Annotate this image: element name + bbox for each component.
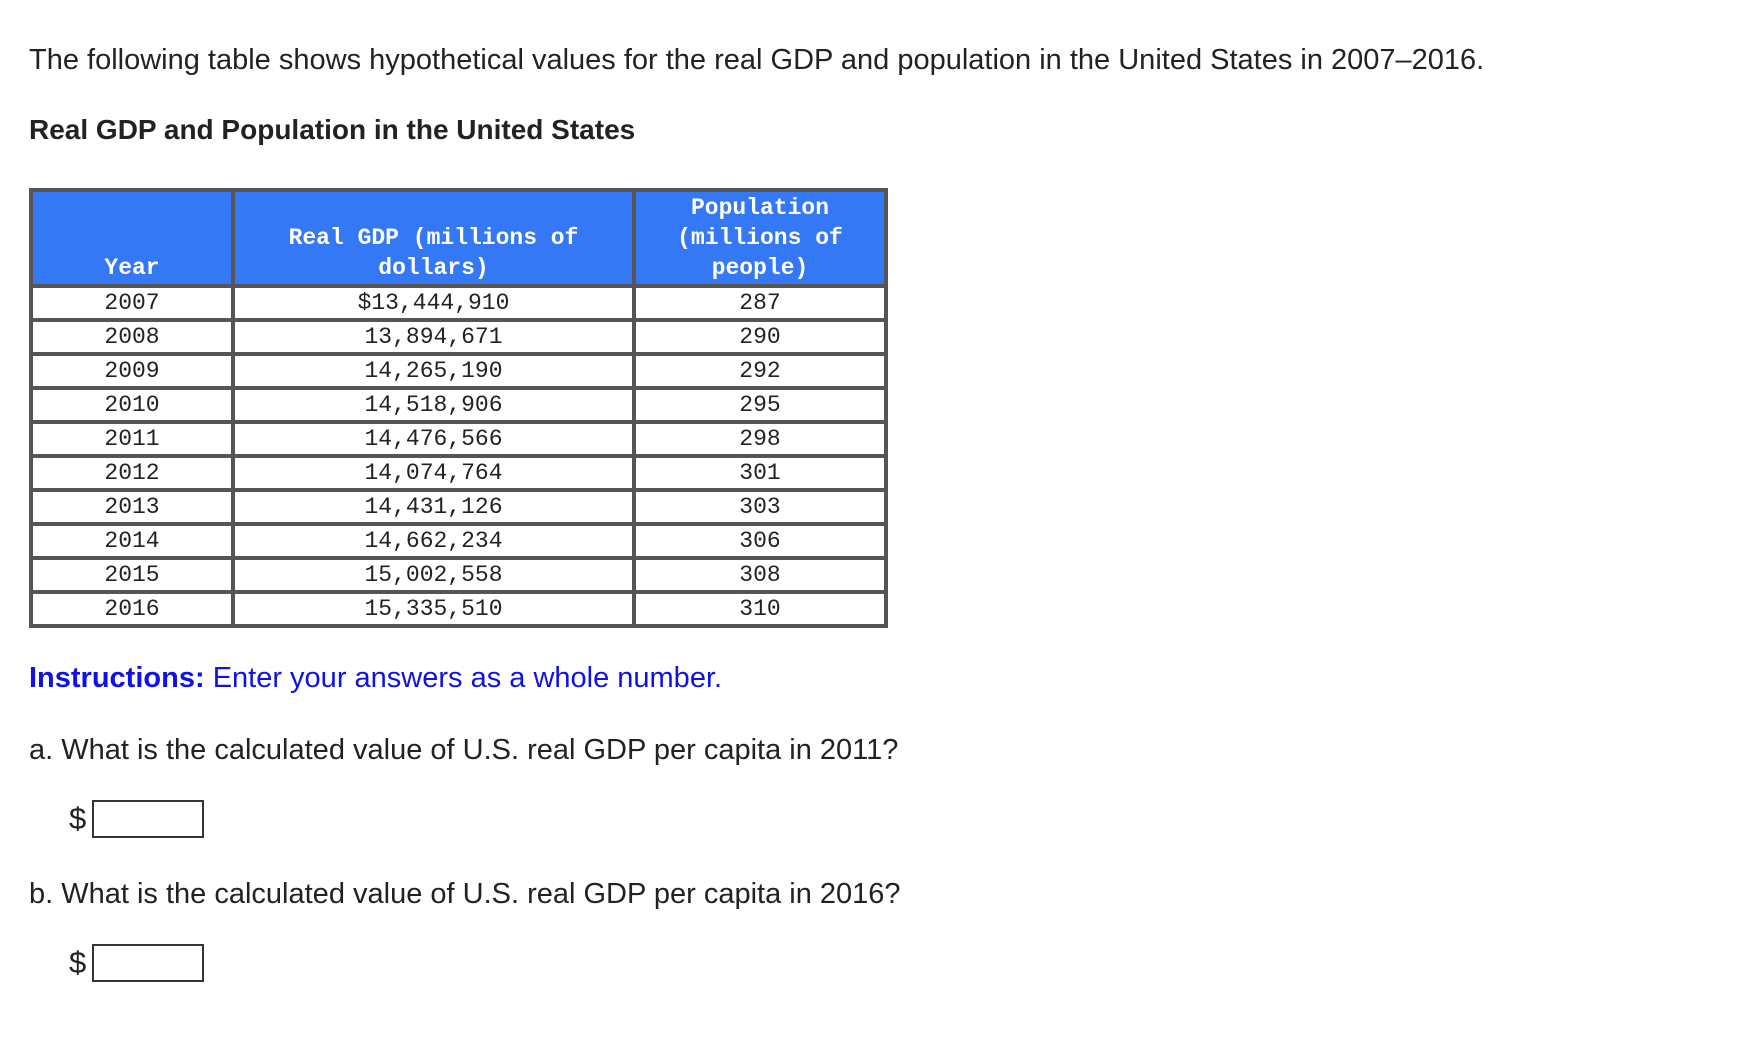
dollar-sign: $: [69, 945, 87, 980]
cell-real-gdp: 15,335,510: [233, 592, 634, 626]
table-row: [31, 524, 886, 558]
answer-b-input[interactable]: [92, 944, 204, 982]
cell-population: 301: [634, 456, 886, 490]
table-row: [31, 592, 886, 626]
cell-real-gdp: 13,894,671: [233, 320, 634, 354]
cell-population: 303: [634, 490, 886, 524]
cell-year: 2007: [31, 286, 233, 320]
cell-real-gdp: 14,265,190: [233, 354, 634, 388]
table-row: [31, 354, 886, 388]
header-population: Population (millions of people): [634, 190, 886, 286]
cell-year: 2009: [31, 354, 233, 388]
cell-population: 287: [634, 286, 886, 320]
cell-year: 2012: [31, 456, 233, 490]
cell-population: 310: [634, 592, 886, 626]
dollar-sign: $: [69, 801, 87, 836]
cell-year: 2016: [31, 592, 233, 626]
cell-year: 2014: [31, 524, 233, 558]
table-row: [31, 490, 886, 524]
cell-population: 290: [634, 320, 886, 354]
table-row: [31, 456, 886, 490]
cell-year: 2011: [31, 422, 233, 456]
cell-real-gdp: $13,444,910: [233, 286, 634, 320]
question-a-text: a. What is the calculated value of U.S. real GDP per capita in 2011?: [29, 734, 899, 766]
cell-real-gdp: 14,476,566: [233, 422, 634, 456]
cell-real-gdp: 14,662,234: [233, 524, 634, 558]
intro-text: The following table shows hypothetical values for the real GDP and population in the United States in 2007–2016.: [29, 44, 1485, 76]
cell-year: 2008: [31, 320, 233, 354]
cell-year: 2013: [31, 490, 233, 524]
gdp-population-table: [29, 188, 888, 628]
cell-population: 298: [634, 422, 886, 456]
table-header-row: [31, 190, 886, 286]
cell-population: 306: [634, 524, 886, 558]
cell-real-gdp: 14,518,906: [233, 388, 634, 422]
table-row: [31, 558, 886, 592]
answer-a-input[interactable]: [92, 800, 204, 838]
table-row: [31, 422, 886, 456]
table-row: [31, 320, 886, 354]
instructions: [29, 660, 722, 696]
question-b-text: b. What is the calculated value of U.S. real GDP per capita in 2016?: [29, 878, 901, 910]
answer-a: [69, 800, 204, 838]
instructions-lead: Instructions:: [29, 662, 205, 694]
table-row: [31, 388, 886, 422]
header-year: Year: [31, 190, 233, 286]
cell-population: 308: [634, 558, 886, 592]
cell-year: 2015: [31, 558, 233, 592]
cell-population: 295: [634, 388, 886, 422]
table-title: Real GDP and Population in the United States: [29, 114, 636, 145]
cell-population: 292: [634, 354, 886, 388]
cell-real-gdp: 15,002,558: [233, 558, 634, 592]
answer-b: [69, 944, 204, 982]
header-real-gdp: Real GDP (millions of dollars): [233, 190, 634, 286]
cell-real-gdp: 14,074,764: [233, 456, 634, 490]
cell-year: 2010: [31, 388, 233, 422]
cell-real-gdp: 14,431,126: [233, 490, 634, 524]
table-row: [31, 286, 886, 320]
instructions-text: Enter your answers as a whole number.: [212, 662, 723, 694]
